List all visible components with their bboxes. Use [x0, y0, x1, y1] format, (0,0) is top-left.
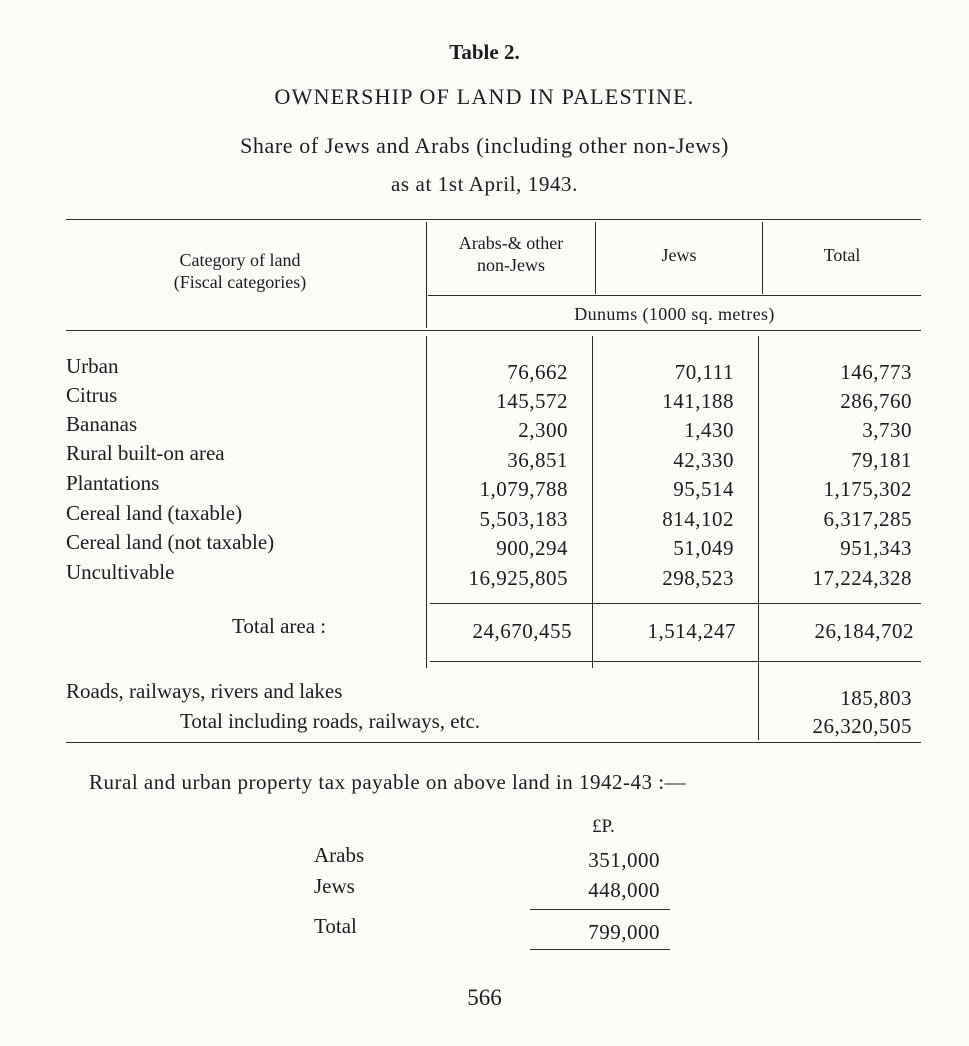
row-total-bananas: 3,730: [862, 418, 912, 442]
subtitle-line-1: Share of Jews and Arabs (including other non-Jews): [240, 133, 729, 158]
tax-intro: Rural and urban property tax payable on above land in 1942-43 :—: [89, 770, 687, 794]
row-arabs-cereal-taxable: 5,503,183: [479, 507, 568, 531]
arabs-header-line-2: non-Jews: [477, 255, 545, 275]
total-including-total: 26,320,505: [812, 714, 912, 738]
body-divider-3: [758, 336, 759, 740]
total-including-label: Total including roads, railways, etc.: [180, 709, 481, 733]
tax-sum-rule: [530, 909, 670, 910]
page-number: 566: [467, 985, 502, 1010]
total-area-jews: 1,514,247: [647, 619, 736, 643]
arabs-header-line-1: Arabs-& other: [458, 233, 564, 253]
row-jews-bananas: 1,430: [684, 418, 734, 442]
row-arabs-uncultivable: 16,925,805: [468, 566, 568, 590]
tax-currency: £P.: [592, 816, 615, 837]
category-header: [66, 249, 414, 293]
row-label-rural-built-on: Rural built-on area: [66, 441, 225, 465]
row-label-cereal-taxable: Cereal land (taxable): [66, 501, 243, 525]
subtotal-rule: [430, 603, 921, 604]
row-total-uncultivable: 17,224,328: [812, 566, 912, 590]
row-total-cereal-not-taxable: 951,343: [840, 536, 912, 560]
row-arabs-bananas: 2,300: [518, 418, 568, 442]
row-jews-uncultivable: 298,523: [662, 566, 734, 590]
roads-label: Roads, railways, rivers and lakes: [66, 679, 343, 703]
row-jews-rural-built-on: 42,330: [673, 448, 734, 472]
tax-label-arabs: Arabs: [314, 843, 365, 867]
header-divider-1: [426, 222, 427, 328]
row-label-cereal-not-taxable: Cereal land (not taxable): [66, 530, 275, 554]
tax-total-rule: [530, 949, 670, 950]
row-arabs-citrus: 145,572: [496, 389, 568, 413]
row-label-plantations: Plantations: [66, 471, 160, 495]
row-jews-plantations: 95,514: [673, 477, 734, 501]
row-label-uncultivable: Uncultivable: [66, 560, 175, 584]
row-jews-citrus: 141,188: [662, 389, 734, 413]
total-area-label: Total area :: [232, 614, 327, 638]
row-total-urban: 146,773: [840, 360, 912, 384]
body-divider-2: [592, 336, 593, 668]
table-top-rule: [66, 219, 921, 220]
total-area-total: 26,184,702: [814, 619, 914, 643]
row-arabs-plantations: 1,079,788: [479, 477, 568, 501]
roads-total: 185,803: [840, 686, 912, 710]
row-label-citrus: Citrus: [66, 383, 118, 407]
row-jews-cereal-taxable: 814,102: [662, 507, 734, 531]
header-sub-rule: [428, 295, 921, 296]
category-header-line-1: Category of land: [179, 250, 301, 270]
row-arabs-rural-built-on: 36,851: [507, 448, 568, 472]
tax-total-label: Total: [314, 914, 357, 938]
row-total-plantations: 1,175,302: [823, 477, 912, 501]
unit-header: Dunums (1000 sq. metres): [574, 304, 775, 324]
table-bottom-rule: [66, 742, 921, 743]
body-divider-1: [426, 336, 427, 668]
row-label-bananas: Bananas: [66, 412, 138, 436]
tax-value-arabs: 351,000: [588, 848, 660, 872]
category-header-line-2: (Fiscal categories): [173, 272, 307, 292]
tax-label-jews: Jews: [314, 874, 355, 898]
arabs-header: [428, 232, 594, 276]
tax-value-jews: 448,000: [588, 878, 660, 902]
header-bottom-rule: [66, 330, 921, 331]
row-arabs-cereal-not-taxable: 900,294: [496, 536, 568, 560]
row-arabs-urban: 76,662: [507, 360, 568, 384]
row-label-urban: Urban: [66, 354, 119, 378]
total-area-arabs: 24,670,455: [472, 619, 572, 643]
total-area-rule: [430, 661, 921, 662]
row-total-rural-built-on: 79,181: [851, 448, 912, 472]
row-jews-urban: 70,111: [674, 360, 734, 384]
tax-total-value: 799,000: [588, 920, 660, 944]
subtitle-line-2: as at 1st April, 1943.: [390, 172, 579, 196]
total-header: Total: [823, 245, 861, 265]
row-jews-cereal-not-taxable: 51,049: [673, 536, 734, 560]
table-number: Table 2.: [449, 40, 520, 64]
page-title: OWNERSHIP OF LAND IN PALESTINE.: [274, 84, 695, 109]
row-total-cereal-taxable: 6,317,285: [823, 507, 912, 531]
row-total-citrus: 286,760: [840, 389, 912, 413]
jews-header: Jews: [661, 245, 697, 265]
